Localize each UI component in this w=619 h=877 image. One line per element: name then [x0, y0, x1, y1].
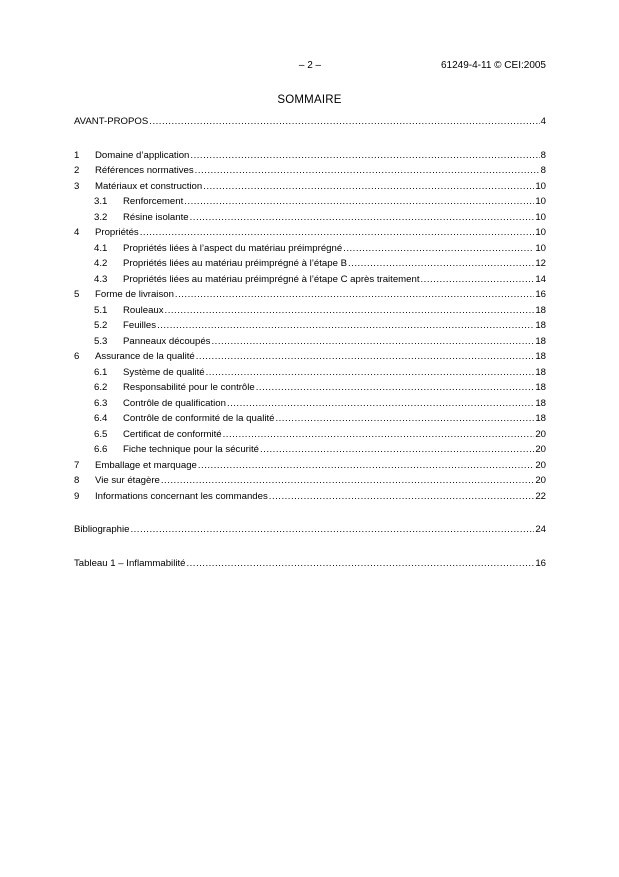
toc-entry-number: 5.1 [94, 304, 108, 316]
toc-entry-page: 10 [535, 227, 546, 238]
toc-entry-tableau-1[interactable] [74, 558, 546, 574]
toc-entry-label: Emballage et marquage [95, 459, 197, 471]
header-document-reference: 61249-4-11 © CEI:2005 [440, 60, 546, 71]
toc-entry-label: Propriétés liées au matériau préimprégné à l’étape C après traitement [123, 273, 420, 285]
toc-entry-page: 18 [535, 320, 546, 331]
toc-entry-avant-propos[interactable] [74, 116, 546, 132]
toc-leader-dots [195, 165, 540, 176]
toc-entry-page: 18 [535, 304, 546, 316]
toc-entry-label: Panneaux découpés [123, 335, 211, 347]
toc-entry-number: 3 [74, 180, 80, 192]
toc-entry-9[interactable] [74, 491, 546, 507]
toc-entry-label: Références normatives [95, 165, 194, 176]
toc-entry-4[interactable] [74, 227, 546, 243]
toc-entry-number: 4.2 [94, 258, 108, 269]
toc-leader-dots [275, 413, 534, 424]
toc-entry-6-5[interactable] [74, 429, 546, 445]
toc-leader-dots [223, 429, 535, 440]
toc-entry-page: 10 [535, 211, 546, 223]
toc-entry-number: 5.3 [94, 335, 108, 347]
toc-entry-page: 24 [535, 524, 546, 535]
toc-entry-number: 6.3 [94, 397, 108, 409]
toc-entry-page: 8 [540, 149, 546, 161]
toc-entry-number: 6.6 [94, 444, 108, 455]
toc-entry-page: 18 [535, 366, 546, 378]
toc-leader-dots [184, 196, 534, 207]
toc-entry-page: 18 [535, 335, 546, 347]
toc-entry-4-1[interactable] [74, 243, 546, 259]
toc-entry-label: Feuilles [123, 320, 157, 331]
toc-entry-label: Tableau 1 – Inflammabilité [74, 557, 186, 569]
toc-entry-label: Vie sur étagère [95, 475, 160, 486]
toc-leader-dots [343, 243, 534, 254]
toc-entry-label: AVANT-PROPOS [74, 116, 149, 127]
toc-entry-3-1[interactable] [74, 196, 546, 212]
toc-entry-label: Renforcement [123, 196, 184, 207]
toc-entry-3[interactable] [74, 181, 546, 197]
toc-entry-label: Propriétés [95, 227, 139, 238]
page-title: SOMMAIRE [277, 94, 342, 106]
toc-entry-page: 4 [540, 116, 546, 127]
toc-leader-dots [198, 460, 534, 471]
toc-entry-page: 18 [535, 382, 546, 393]
toc-entry-page: 16 [535, 557, 546, 569]
toc-entry-page: 8 [540, 165, 546, 176]
toc-entry-5-3[interactable] [74, 336, 546, 352]
toc-entry-1[interactable] [74, 150, 546, 166]
toc-entry-number: 6 [74, 351, 80, 362]
toc-entry-page: 14 [535, 273, 546, 285]
toc-entry-number: 3.1 [94, 196, 108, 207]
toc-entry-page: 10 [535, 180, 546, 192]
toc-entry-6-4[interactable] [74, 413, 546, 429]
toc-entry-number: 6.5 [94, 428, 108, 440]
toc-entry-6[interactable] [74, 351, 546, 367]
toc-entry-4-3[interactable] [74, 274, 546, 290]
toc-entry-page: 22 [535, 490, 546, 502]
toc-entry-5[interactable] [74, 289, 546, 305]
toc-leader-dots [175, 289, 534, 300]
toc-leader-dots [149, 116, 539, 127]
toc-entry-label: Assurance de la qualité [95, 351, 195, 362]
toc-entry-page: 16 [535, 289, 546, 300]
toc-leader-dots [157, 320, 534, 331]
toc-entry-label: Résine isolante [123, 211, 189, 223]
toc-entry-number: 6.1 [94, 366, 108, 378]
header-page-number: – 2 – [298, 60, 322, 71]
toc-leader-dots [165, 305, 535, 316]
toc-entry-number: 6.4 [94, 413, 108, 424]
toc-entry-7[interactable] [74, 460, 546, 476]
toc-leader-dots [161, 475, 534, 486]
toc-entry-label: Matériaux et construction [95, 180, 203, 192]
toc-entry-number: 4.3 [94, 273, 108, 285]
toc-entry-label: Rouleaux [123, 304, 164, 316]
toc-entry-label: Informations concernant les commandes [95, 490, 268, 502]
toc-entry-number: 4.1 [94, 242, 108, 254]
toc-entry-label: Domaine d’application [95, 149, 190, 161]
toc-entry-label: Contrôle de qualification [123, 397, 226, 409]
toc-entry-number: 2 [74, 165, 80, 176]
toc-entry-label: Propriétés liées à l’aspect du matériau préimprégné [123, 242, 343, 254]
toc-entry-page: 12 [535, 258, 546, 269]
toc-entry-6-3[interactable] [74, 398, 546, 414]
toc-entry-page: 18 [535, 397, 546, 409]
toc-leader-dots [130, 524, 534, 535]
toc-entry-page: 10 [535, 196, 546, 207]
toc-entry-2[interactable] [74, 165, 546, 181]
toc-leader-dots [203, 181, 534, 192]
toc-entry-label: Système de qualité [123, 366, 205, 378]
toc-entry-label: Fiche technique pour la sécurité [123, 444, 259, 455]
toc-entry-label: Responsabilité pour le contrôle [123, 382, 255, 393]
toc-leader-dots [190, 212, 535, 223]
toc-entry-number: 7 [74, 459, 80, 471]
toc-leader-dots [206, 367, 535, 378]
toc-entry-6-2[interactable] [74, 382, 546, 398]
toc-entry-bibliographie[interactable] [74, 524, 546, 540]
toc-entry-label: Contrôle de conformité de la qualité [123, 413, 275, 424]
toc-entry-8[interactable] [74, 475, 546, 491]
toc-entry-page: 18 [535, 351, 546, 362]
toc-entry-label: Bibliographie [74, 524, 130, 535]
toc-leader-dots [140, 227, 535, 238]
toc-entry-number: 5 [74, 289, 80, 300]
toc-leader-dots [190, 150, 539, 161]
toc-entry-page: 20 [535, 444, 546, 455]
toc-entries-list [74, 150, 546, 507]
toc-leader-dots [186, 558, 534, 569]
toc-leader-dots [256, 382, 535, 393]
toc-leader-dots [421, 274, 535, 285]
toc-entry-number: 4 [74, 227, 80, 238]
toc-leader-dots [260, 444, 534, 455]
toc-leader-dots [348, 258, 534, 269]
toc-entry-number: 6.2 [94, 382, 108, 393]
toc-entry-5-1[interactable] [74, 305, 546, 321]
toc-entry-number: 1 [74, 149, 80, 161]
toc-entry-page: 20 [535, 475, 546, 486]
toc-leader-dots [196, 351, 535, 362]
toc-entry-5-2[interactable] [74, 320, 546, 336]
toc-entry-page: 18 [535, 413, 546, 424]
toc-leader-dots [227, 398, 534, 409]
toc-entry-3-2[interactable] [74, 212, 546, 228]
toc-entry-number: 5.2 [94, 320, 108, 331]
toc-entry-4-2[interactable] [74, 258, 546, 274]
toc-entry-number: 9 [74, 490, 80, 502]
toc-entry-6-1[interactable] [74, 367, 546, 383]
toc-entry-number: 3.2 [94, 211, 108, 223]
toc-leader-dots [211, 336, 534, 347]
toc-entry-page: 10 [535, 242, 546, 254]
toc-entry-page: 20 [535, 459, 546, 471]
table-of-contents [74, 116, 546, 573]
toc-entry-label: Certificat de conformité [123, 428, 222, 440]
toc-entry-label: Propriétés liées au matériau préimprégné à l’étape B [123, 258, 347, 269]
toc-entry-6-6[interactable] [74, 444, 546, 460]
toc-entry-number: 8 [74, 475, 80, 486]
toc-entry-page: 20 [535, 428, 546, 440]
toc-entry-label: Forme de livraison [95, 289, 174, 300]
toc-leader-dots [269, 491, 535, 502]
